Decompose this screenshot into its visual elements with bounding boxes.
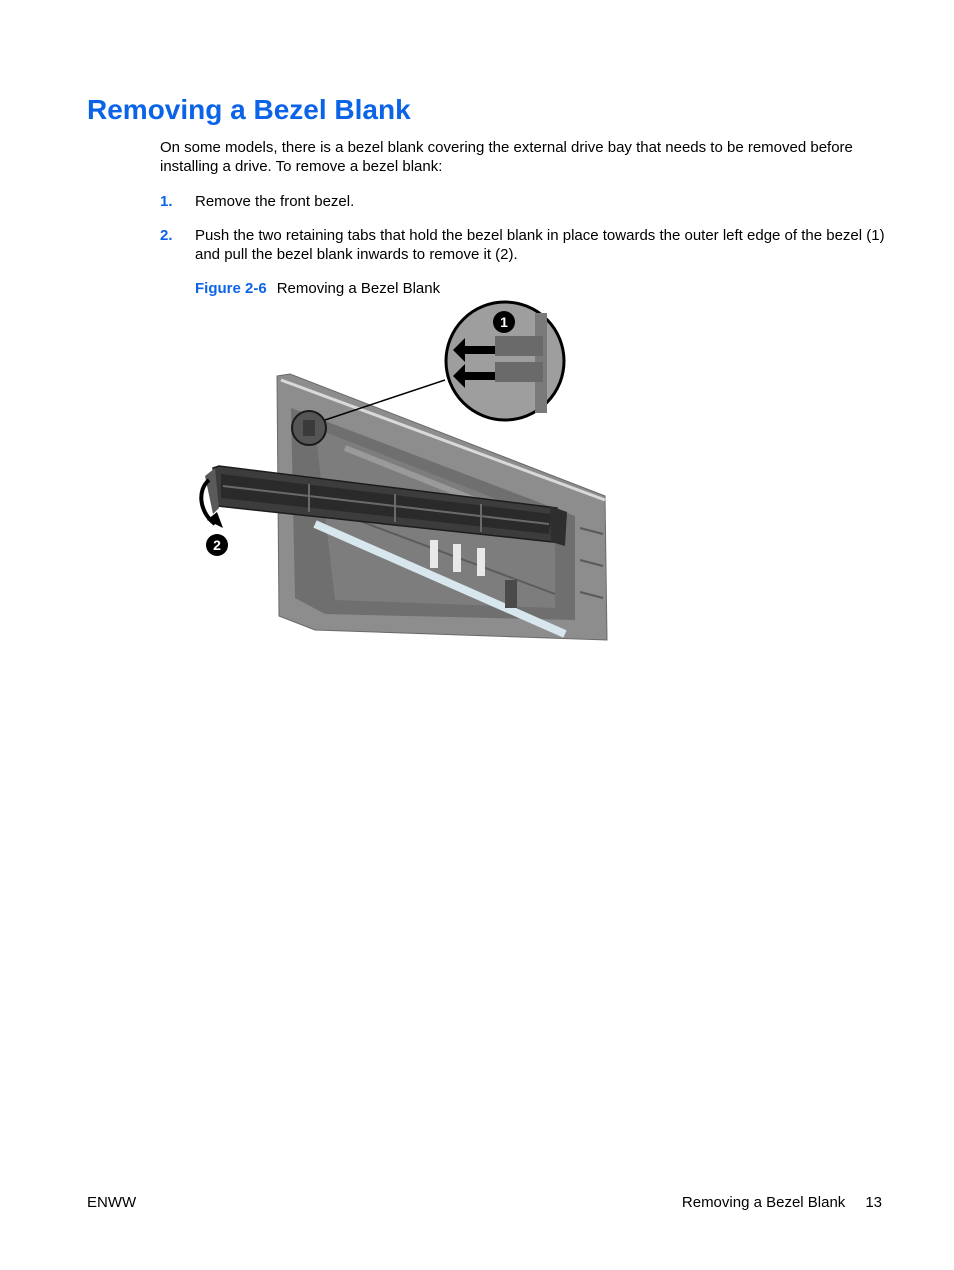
step-number: 1. (160, 193, 173, 210)
callout-2-badge (206, 534, 228, 556)
figure-caption (195, 279, 440, 298)
figure-caption-text: Removing a Bezel Blank (276, 280, 441, 297)
list-item (160, 226, 890, 264)
step-text: Remove the front bezel. (195, 193, 355, 210)
detail-target-circle (292, 411, 326, 445)
callout-1-badge (493, 311, 515, 333)
figure-label: Figure 2-6 (195, 280, 267, 297)
page-number: 13 (865, 1194, 882, 1211)
callout-2-label: 2 (213, 537, 221, 553)
footer-left-label: ENWW (87, 1194, 137, 1211)
callout-1-label: 1 (500, 314, 508, 330)
intro-paragraph: On some models, there is a bezel blank covering the external drive bay that needs to be removed before installing a drive. To remove a bezel blank: (160, 139, 853, 175)
footer-right (682, 1193, 882, 1212)
list-item (160, 192, 890, 211)
step-text: Push the two retaining tabs that hold the bezel blank in place towards the outer left edge of the bezel (1) and pull the bezel blank inwards to remove it (2). (195, 227, 885, 263)
page-title: Removing a Bezel Blank (87, 94, 411, 125)
step-number: 2. (160, 227, 173, 244)
footer-section-title: Removing a Bezel Blank (681, 1194, 846, 1211)
bezel-blank-illustration (195, 298, 615, 644)
